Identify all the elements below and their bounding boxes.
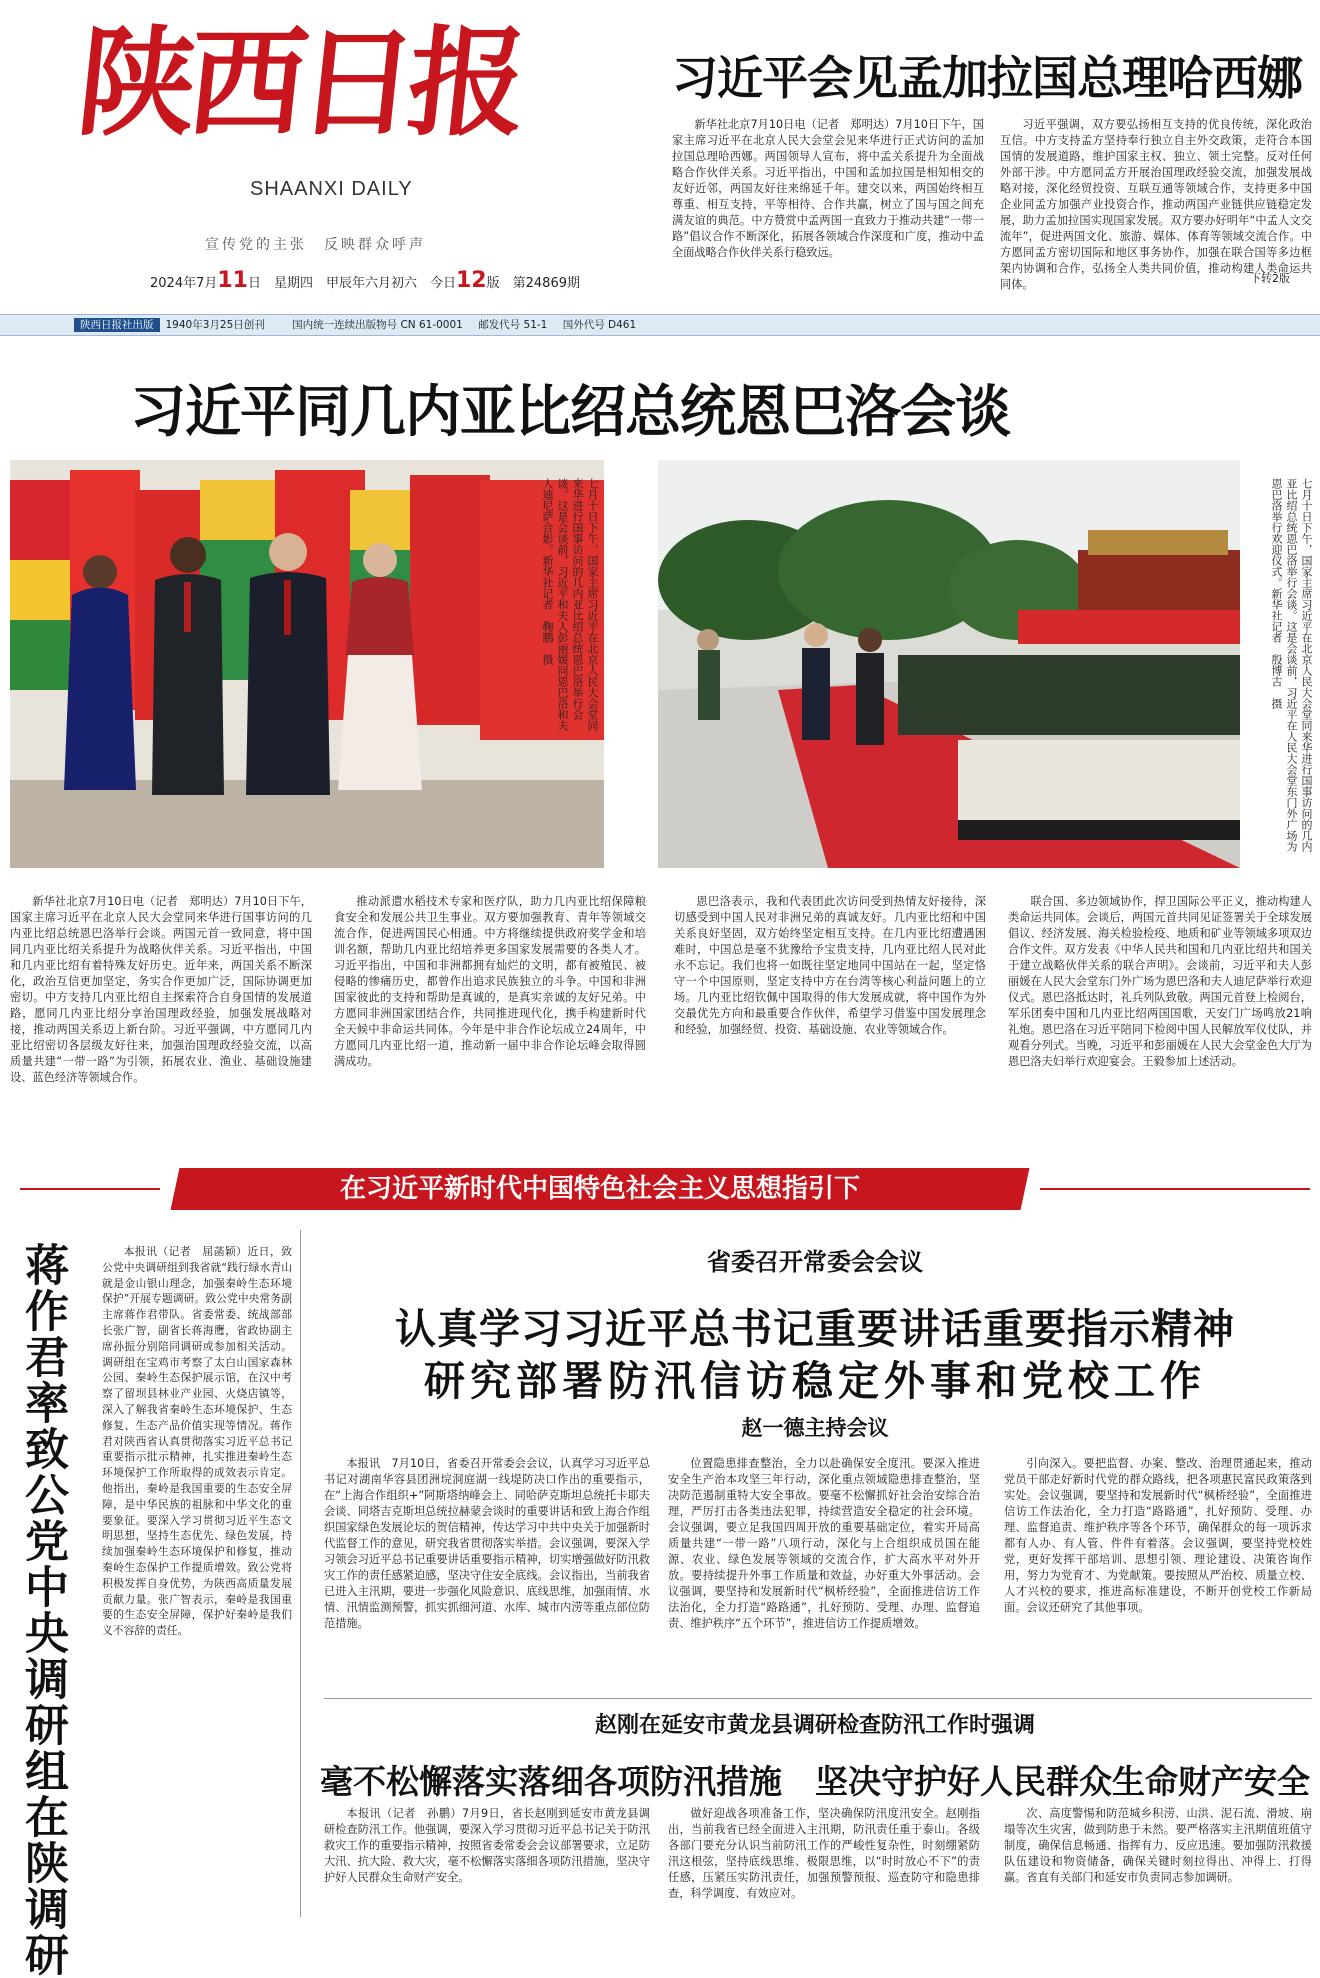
side-story-text: 本报讯（记者 屈菡颖）近日，致公党中央调研组到我省就“践行绿水青山就是金山银山理念，加强秦岭生态环境保护”开展专题调研。致公党中央常务副主席蒋作君带队。省委常委、统战部部长张广智，副省长蒋海鹰，省政协副主席孙振分别陪同调研或参加相关活动。调研组在宝鸡市考察了太白山国家森林公园、秦岭生态保护展示馆，在汉中考察了留坝县林业产业园、火烧店镇等，深入了解我省秦岭生态环境保护、生态修复、生态产品价值实现等情况。蒋作君对陕西省认真贯彻落实习近平总书记重要指示批示精神，扎实推进秦岭生态环境保护工作所取得的成效表示肯定。他指出，秦岭是我国重要的生态安全屏障，是中华民族的祖脉和中华文化的重要象征。要深入学习贯彻习近平生态文明思想，坚持生态优先、绿色发展，持续加强秦岭生态环境保护和修复，推动秦岭生态保护工作提质增效。致公党将积极发挥自身优势，为陕西高质量发展贡献力量。张广智表示，秦岭是我国重要的生态安全屏障，保护好秦岭是我们义不容辞的责任。 xyxy=(102,1245,292,1638)
ceremony-photo xyxy=(658,460,1240,868)
committee-column-2 xyxy=(668,1456,980,1682)
committee-kicker: 省委召开常委会会议 xyxy=(707,1248,923,1276)
masthead-logo: 陕西日报 xyxy=(71,13,526,152)
committee-column-3 xyxy=(1004,1456,1312,1646)
founded-date: 1940年3月25日创刊 xyxy=(165,319,265,331)
section-banner xyxy=(171,1168,1030,1210)
side-story-headline: 蒋作君率致公党中央调研组在陕调研 xyxy=(17,1242,68,1978)
publication-info-bar xyxy=(0,314,1320,336)
committee-text-1: 本报讯 7月10日，省委召开常委会会议，认真学习习近平总书记对湖南华容县团洲垸洞庭湖一线堤防决口作出的重要指示，在“上海合作组织+”阿斯塔纳峰会上、同哈萨克斯坦总统托卡耶夫会谈、同塔吉克斯坦总统拉赫蒙会谈时的重要讲话和致上海合作组织国家绿色发展论坛的贺信精神，传达学习中共中央关于加强新时代监督工作的意见，研究我省贯彻落实举措。会议强调，要深入学习领会习近平总书记重要讲话重要指示精神，切实增强做好防汛救灾工作的责任感紧迫感，坚决守住安全底线。会议指出，当前我省已进入主汛期，要进一步强化风险意识、底线思维，加强雨情、水情、汛情监测预警，抓实抓细河道、水库、城市内涝等重点部位防范措施。 xyxy=(324,1457,650,1630)
person-leader-1 xyxy=(802,623,830,740)
publisher-tag: 陕西日报社出版 xyxy=(74,318,160,332)
flood-column-3 xyxy=(1004,1806,1312,1917)
flood-headline: 毫不松懈落实落细各项防汛措施 坚决守护好人民群众生命财产安全 xyxy=(320,1762,1310,1801)
flood-column-2 xyxy=(668,1806,980,1917)
flood-text-3: 次、高度警惕和防范城乡积涝、山洪、泥石流、滑坡、崩塌等次生灾害，做到防患于未然。要严格落实主汛期值班值守制度，确保信息畅通、指挥有力、反应迅速。要加强防汛救援队伍建设和物资储备，确保关键时刻拉得出、冲得上、打得赢。省直有关部门和延安市负责同志参加调研。 xyxy=(1004,1807,1312,1884)
committee-headline-line-1: 认真学习习近平总书记重要讲话重要指示精神 xyxy=(395,1305,1235,1353)
section-banner-text: 在习近平新时代中国特色社会主义思想指引下 xyxy=(339,1174,860,1204)
main-story-text-3: 恩巴洛表示，我和代表团此次访问受到热情友好接待，深切感受到中国人民对非洲兄弟的真诚友好。几内亚比绍和中国关系良好坚固，双方始终坚定相互支持。在几内亚比绍遭遇困难时，中国总是毫不犹豫给予宝贵支持，几内亚比绍人民对此永不忘记。我们也将一如既往坚定地同中国站在一起，坚定恪守一个中国原则，坚定支持中方在台湾等核心利益问题上的立场。几内亚比绍钦佩中国取得的伟大发展成就，将中国作为外交最优先方向和最重要合作伙伴，希望学习借鉴中国发展理念和经验，加强经贸、投资、基础设施、农业等领域合作。 xyxy=(674,895,986,1036)
postal-code: 邮发代号 51-1 xyxy=(478,319,548,331)
flood-column-1 xyxy=(324,1806,650,1917)
flood-text-2: 做好迎战各项准备工作，坚决确保防汛度汛安全。赵刚指出，当前我省已经全面进入主汛期，防汛责任重于泰山。各级各部门要充分认识当前防汛工作的严峻性复杂性，时刻绷紧防汛这根弦，坚持底线思维、极限思维，以“时时放心不下”的责任感，压紧压实防汛责任，加强预警预报、巡查防守和隐患排查，科学调度、有效应对。 xyxy=(668,1807,980,1900)
committee-column-1 xyxy=(324,1456,650,1682)
person-guard xyxy=(697,629,720,720)
masthead-slogan: 宣传党的主张 反映群众呼声 xyxy=(205,237,426,253)
committee-subhead: 赵一德主持会议 xyxy=(741,1416,889,1440)
main-story-column-1 xyxy=(10,894,312,1152)
group-photo xyxy=(10,460,604,868)
main-story-column-2 xyxy=(334,894,646,1152)
top-story-column-1 xyxy=(672,117,984,289)
banner-rule-left xyxy=(20,1188,160,1190)
committee-text-3: 引向深入。要把监督、办案、整改、治理贯通起来，推动党员干部走好新时代党的群众路线，把各项惠民富民政策落到实处。会议强调，要坚持和发展新时代“枫桥经验”，全面推进信访工作法治化，全力打造“路路通”，扎好预防、受理、办理、监督追责、维护秩序等各个环节，确保群众的每一项诉求都有人办、有人管、件件有着落。会议强调，要坚持党校姓党，更好发挥干部培训、思想引领、理论建设、决策咨询作用，努力为党育才、为党献策。要按照从严治校、质量立校、人才兴校的要求，推进高标准建设，不断开创党校工作新局面。会议还研究了其他事项。 xyxy=(1004,1457,1312,1614)
main-story-column-3 xyxy=(674,894,986,1152)
photo-1-caption: 七月十日下午，国家主席习近平在北京人民大会堂同来华进行国事访问的几内亚比绍总统恩巴洛举行会谈。这是会谈前，习近平和夫人彭丽媛同恩巴洛和夫人迪尼萨合影。新华社记者 鞠鹏 摄 xyxy=(541,478,599,731)
side-story-column xyxy=(102,1244,292,1916)
overseas-code: 国外代号 D461 xyxy=(562,319,637,331)
top-story-headline: 习近平会见孟加拉国总理哈西娜 xyxy=(672,51,1302,105)
cn-number: 国内统一连续出版物号 CN 61-0001 xyxy=(292,319,463,331)
issue-dateline xyxy=(150,268,580,293)
date-prefix: 2024年7月 xyxy=(150,276,218,291)
main-story-text-2: 推动派遣水稻技术专家和医疗队，助力几内亚比绍保障粮食安全和发展公共卫生事业。双方要加强教育、青年等领域交流合作，促进两国民心相通。中方将继续提供政府奖学金和培训名额，帮助几内亚比绍培养更多国家发展需要的各类人才。习近平指出，中国和非洲都拥有灿烂的文明，都有被殖民、被侵略的惨痛历史，都曾作出追求民族独立的斗争。中国和非洲国家彼此的支持和帮助是真诚的，是真实亲诚的友好兄弟。中方愿同非洲国家团结合作，共同推进现代化，携手构建新时代全天候中非命运共同体。今年是中非合作论坛成立24周年，中方愿同几内亚比绍一道，推动新一届中非合作论坛峰会取得圆满成功。 xyxy=(334,895,646,1068)
main-story-column-4 xyxy=(1008,894,1312,1134)
banner-rule-right xyxy=(1040,1188,1310,1190)
top-story-text-1: 新华社北京7月10日电（记者 郑明达）7月10日下午，国家主席习近平在北京人民大会堂会见来华进行正式访问的孟加拉国总理哈西娜。两国领导人宣布，将中孟关系提升为全面战略合作伙伴关系。习近平指出，中国和孟加拉国是相知相交的友好近邻，两国友好往来绵延千年。建交以来，两国始终相互尊重、相互支持，平等相待、合作共赢，树立了国与国之间充满友谊的典范。中方赞赏中孟两国一直致力于推动共建“一带一路”倡议合作不断深化，拓展各领域合作深度和广度，推动中孟全面战略合作伙伴关系行稳致远。 xyxy=(672,118,984,259)
committee-headline-line-2: 研究部署防汛信访稳定外事和党校工作 xyxy=(424,1357,1206,1405)
page-count: 12 xyxy=(456,268,487,293)
date-suffix: 版 第24869期 xyxy=(486,276,580,291)
main-story-text-1: 新华社北京7月10日电（记者 郑明达）7月10日下午，国家主席习近平在北京人民大会堂同来华进行国事访问的几内亚比绍总统恩巴洛举行会谈。两国元首一致同意，将中国同几内亚比绍关系提升为战略伙伴关系。习近平指出，中国和几内亚比绍有着特殊友好历史。近年来，两国关系不断深化，政治互信更加坚定，务实合作更加广泛，国际协调更加密切。中方支持几内亚比绍自主探索符合自身国情的发展道路，愿同几内亚比绍分享治国理政经验，加强发展战略对接，推动两国关系迈上新台阶。习近平强调，中方愿同几内亚比绍密切各层级友好往来，加强治国理政经验交流，以高质量共建“一带一路”为引领，拓展农业、渔业、基础设施建设、蓝色经济等领域合作。 xyxy=(10,895,312,1084)
top-story-jump: 下转2版 xyxy=(1250,272,1290,285)
person-leader-2 xyxy=(856,628,884,745)
masthead-english-name: SHAANXI DAILY xyxy=(250,178,413,200)
story-divider xyxy=(324,1698,1312,1699)
committee-text-2: 位置隐患排查整治，全力以赴确保安全度汛。要深入推进安全生产治本攻坚三年行动，深化重点领域隐患排查整治，坚决防范遏制重特大安全事故。要毫不松懈抓好社会治安综合治理，严厉打击各类违法犯罪，持续营造安全稳定的社会环境。会议强调，要立足我国四周开放的重要基础定位，着实开局高质量共建“一带一路”八项行动，深化与上合组织成员国在能源、农业、绿色发展等领域的交流合作，扩大高水平对外开放。要持续提升外事工作质量和效益，办好重大外事活动。会议强调，要坚持和发展新时代“枫桥经验”，全面推进信访工作法治化，全力打造“路路通”，扎好预防、受理、办理、监督追责、维护秩序“五个环节”，推进信访工作提质增效。 xyxy=(668,1457,980,1630)
top-story-text-2: 习近平强调，双方要弘扬相互支持的优良传统，深化政治互信。中方支持孟方坚持奉行独立自主外交政策，走符合本国国情的发展道路，维护国家主权、独立、领土完整。反对任何外部干涉。中方愿同孟方开展治国理政经验交流，加强发展战略对接，深化经贸投资、互联互通等领域合作，支持更多中国企业同孟方加强产业投资合作，推动两国产业链供应链稳定发展，助力孟加拉国实现国家发展。双方要办好明年“中孟人文交流年”，促进两国文化、旅游、媒体、体育等领域交流合作。中方愿同孟方密切国际和地区事务协作，加强在联合国等多边框架内协调和合作，弘扬全人类共同价值，推动构建人类命运共同体。 xyxy=(1000,118,1312,291)
flood-kicker: 赵刚在延安市黄龙县调研检查防汛工作时强调 xyxy=(594,1713,1035,1738)
column-divider xyxy=(300,1230,301,1917)
photo-2-caption: 七月十日下午，国家主席习近平在北京人民大会堂同来华进行国事访问的几内亚比绍总统恩巴洛举行会谈。这是会谈前，习近平在人民大会堂东门外广场为恩巴洛举行欢迎仪式。新华社记者 殷博古 摄 xyxy=(1270,478,1313,852)
date-mid: 日 星期四 甲辰年六月初六 今日 xyxy=(247,276,456,291)
date-day: 11 xyxy=(217,268,248,293)
main-story-headline: 习近平同几内亚比绍总统恩巴洛会谈 xyxy=(130,380,1010,445)
main-story-text-4: 联合国、多边领域协作，捍卫国际公平正义，推动构建人类命运共同体。会谈后，两国元首共同见证签署关于全球发展倡议、经济发展、海关检验检疫、地质和矿业等领域多项双边合作文件。双方发表《中华人民共和国和几内亚比绍共和国关于建立战略伙伴关系的联合声明》。会谈前，习近平和夫人彭丽媛在人民大会堂东门外广场为恩巴洛和夫人迪尼萨举行欢迎仪式。恩巴洛抵达时，礼兵列队致敬。两国元首登上检阅台，军乐团奏中国和几内亚比绍两国国歌，天安门广场鸣放21响礼炮。恩巴洛在习近平陪同下检阅中国人民解放军仪仗队，并观看分列式。当晚，习近平和彭丽媛在人民大会堂金色大厅为恩巴洛夫妇举行欢迎宴会。王毅参加上述活动。 xyxy=(1008,895,1312,1068)
flood-text-1: 本报讯（记者 孙鹏）7月9日，省长赵刚到延安市黄龙县调研检查防汛工作。他强调，要深入学习贯彻习近平总书记关于防汛救灾工作的重要指示精神，按照省委常委会会议部署要求，立足防大汛、抗大险、救大灾，毫不松懈落实落细各项防汛措施，坚决守护好人民群众生命财产安全。 xyxy=(324,1807,650,1884)
